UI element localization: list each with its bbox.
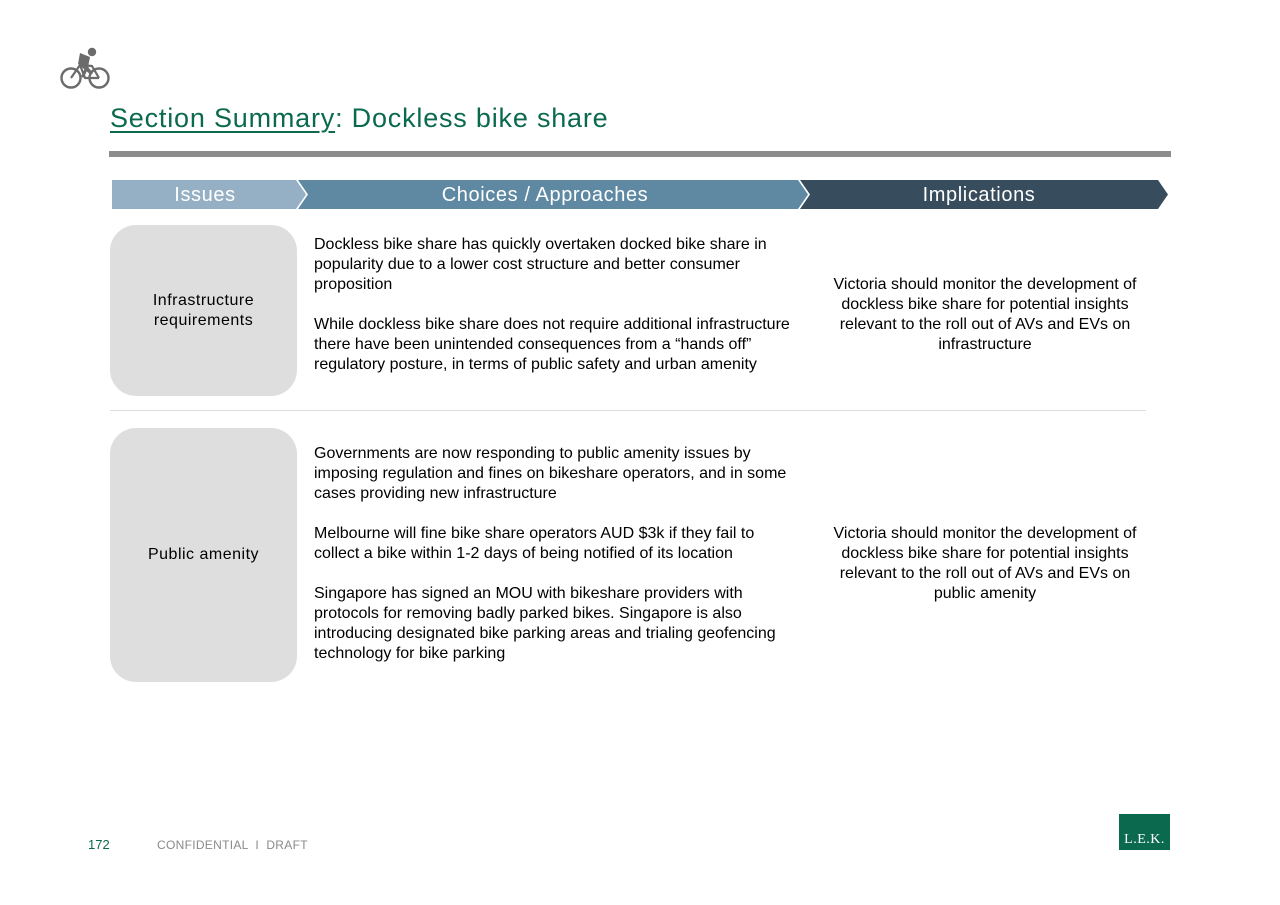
issue-label: Infrastructure requirements xyxy=(152,291,255,329)
choice-paragraph: While dockless bike share does not require additional infrastructure there have been unintended consequences from a “hands off” regulatory posture, in terms of public safety and urban amenity xyxy=(314,316,790,373)
issue-box-infrastructure xyxy=(110,225,297,396)
page-title-text: : Dockless bike share xyxy=(335,103,609,133)
logo-text: L.E.K. xyxy=(1124,832,1165,847)
implication-cell-public-amenity: Victoria should monitor the development of dockless bike share for potential insights relevant to the roll out of AVs and EVs on public amenity xyxy=(833,525,1137,602)
cyclist-icon xyxy=(58,45,112,91)
section-summary-link[interactable]: Section Summary xyxy=(110,103,336,133)
column-header-implications: Implications xyxy=(922,184,1036,206)
choices-cell-public-amenity xyxy=(314,444,799,664)
implication-cell-infrastructure: Victoria should monitor the development of dockless bike share for potential insights relevant to the roll out of AVs and EVs on infrastructure xyxy=(833,276,1137,353)
choice-paragraph: Singapore has signed an MOU with bikeshare providers with protocols for removing badly parked bikes. Singapore is also introducing designated bike parking areas and trialing geofencing technology for bike parking xyxy=(314,585,776,662)
choice-paragraph: Melbourne will fine bike share operators AUD $3k if they fail to collect a bike within 1-2 days of being notified of its location xyxy=(314,525,755,562)
issue-label: Public amenity xyxy=(147,546,260,563)
title-divider xyxy=(109,151,1171,157)
choice-paragraph: Dockless bike share has quickly overtaken docked bike share in popularity due to a lower cost structure and better consumer proposition xyxy=(314,236,767,293)
lek-logo xyxy=(1119,814,1170,850)
confidential-label: CONFIDENTIAL I DRAFT xyxy=(157,838,308,852)
column-header-choices: Choices / Approaches xyxy=(441,184,649,206)
row-divider xyxy=(110,410,1146,411)
issue-box-public-amenity xyxy=(110,428,297,682)
column-header-issues: Issues xyxy=(174,184,236,206)
choice-paragraph: Governments are now responding to public amenity issues by imposing regulation and fines on bikeshare operators, and in some cases providing new infrastructure xyxy=(314,445,787,502)
page-number: 172 xyxy=(88,837,110,852)
page-title xyxy=(110,103,608,134)
choices-cell-infrastructure xyxy=(314,235,799,375)
